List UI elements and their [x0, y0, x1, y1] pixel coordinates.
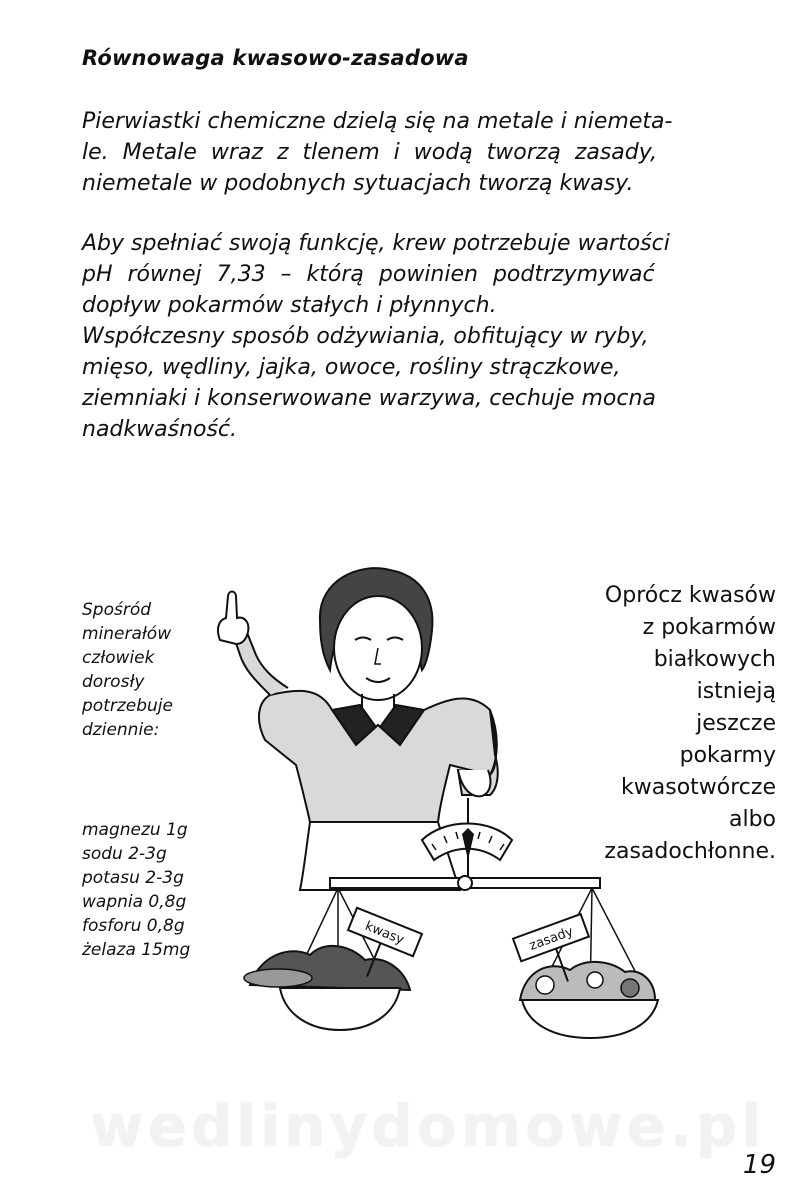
mineral-item: fosforu 0,8g [82, 916, 185, 936]
mineral-item: potasu 2-3g [82, 868, 184, 888]
text-line: Aby spełniać swoją funkcję, krew potrzebuje wartości [82, 231, 670, 256]
mineral-item: magnezu 1g [82, 820, 188, 840]
caption-line: dorosły [82, 672, 145, 692]
mineral-item: wapnia 0,8g [82, 892, 187, 912]
caption-line: zasadochłonne. [604, 839, 776, 864]
text-line: nadkwaśność. [82, 417, 238, 442]
minerals-caption [82, 598, 173, 742]
raised-arm [235, 635, 288, 695]
text-line: le. Metale wraz z tlenem i wodą tworzą zasady, [82, 140, 658, 165]
text-line: pH równej 7,33 – którą powinien podtrzymywać [82, 262, 655, 287]
caption-line: pokarmy [679, 743, 776, 768]
caption-line: potrzebuje [82, 696, 173, 716]
text-line: Pierwiastki chemiczne dzielą się na metale i niemeta- [82, 109, 673, 134]
right-pan [522, 1000, 658, 1038]
minerals-list [82, 818, 190, 962]
caption-line: jeszcze [696, 711, 776, 736]
mineral-item: żelaza 15mg [82, 940, 191, 960]
caption-line: z pokarmów [642, 615, 776, 640]
raised-hand [218, 592, 248, 645]
page-heading: Równowaga kwasowo-zasadowa [82, 46, 469, 70]
text-line: niemetale w podobnych sytuacjach tworzą kwasy. [82, 171, 634, 196]
text-line: dopływ pokarmów stałych i płynnych. [82, 293, 497, 318]
page-number: 19 [742, 1150, 776, 1180]
caption-line: białkowych [653, 647, 776, 672]
caption-line: kwasotwórcze [621, 775, 776, 800]
caption-line: istnieją [696, 679, 776, 704]
paragraph-2 [82, 228, 772, 445]
woman-with-scale-illustration [200, 560, 670, 1060]
acids-sign-label: kwasy [362, 918, 407, 948]
caption-line: Oprócz kwasów [604, 583, 776, 608]
caption-line: Spośród [82, 600, 152, 620]
mineral-item: sodu 2-3g [82, 844, 167, 864]
watermark: wedlinydomowe.pl [90, 1092, 766, 1160]
caption-line: minerałów [82, 624, 172, 644]
sweater [259, 691, 497, 822]
caption-line: dziennie: [82, 720, 160, 740]
text-line: mięso, wędliny, jajka, owoce, rośliny strączkowe, [82, 355, 621, 380]
left-pan [280, 988, 400, 1030]
caption-line: człowiek [82, 648, 155, 668]
text-line: Współczesny sposób odżywiania, obfitujący w ryby, [82, 324, 649, 349]
caption-line: albo [728, 807, 776, 832]
paragraph-1 [82, 106, 772, 199]
text-line: ziemniaki i konserwowane warzywa, cechuje mocna [82, 386, 656, 411]
alkali-sign-label: zasady [527, 924, 576, 954]
